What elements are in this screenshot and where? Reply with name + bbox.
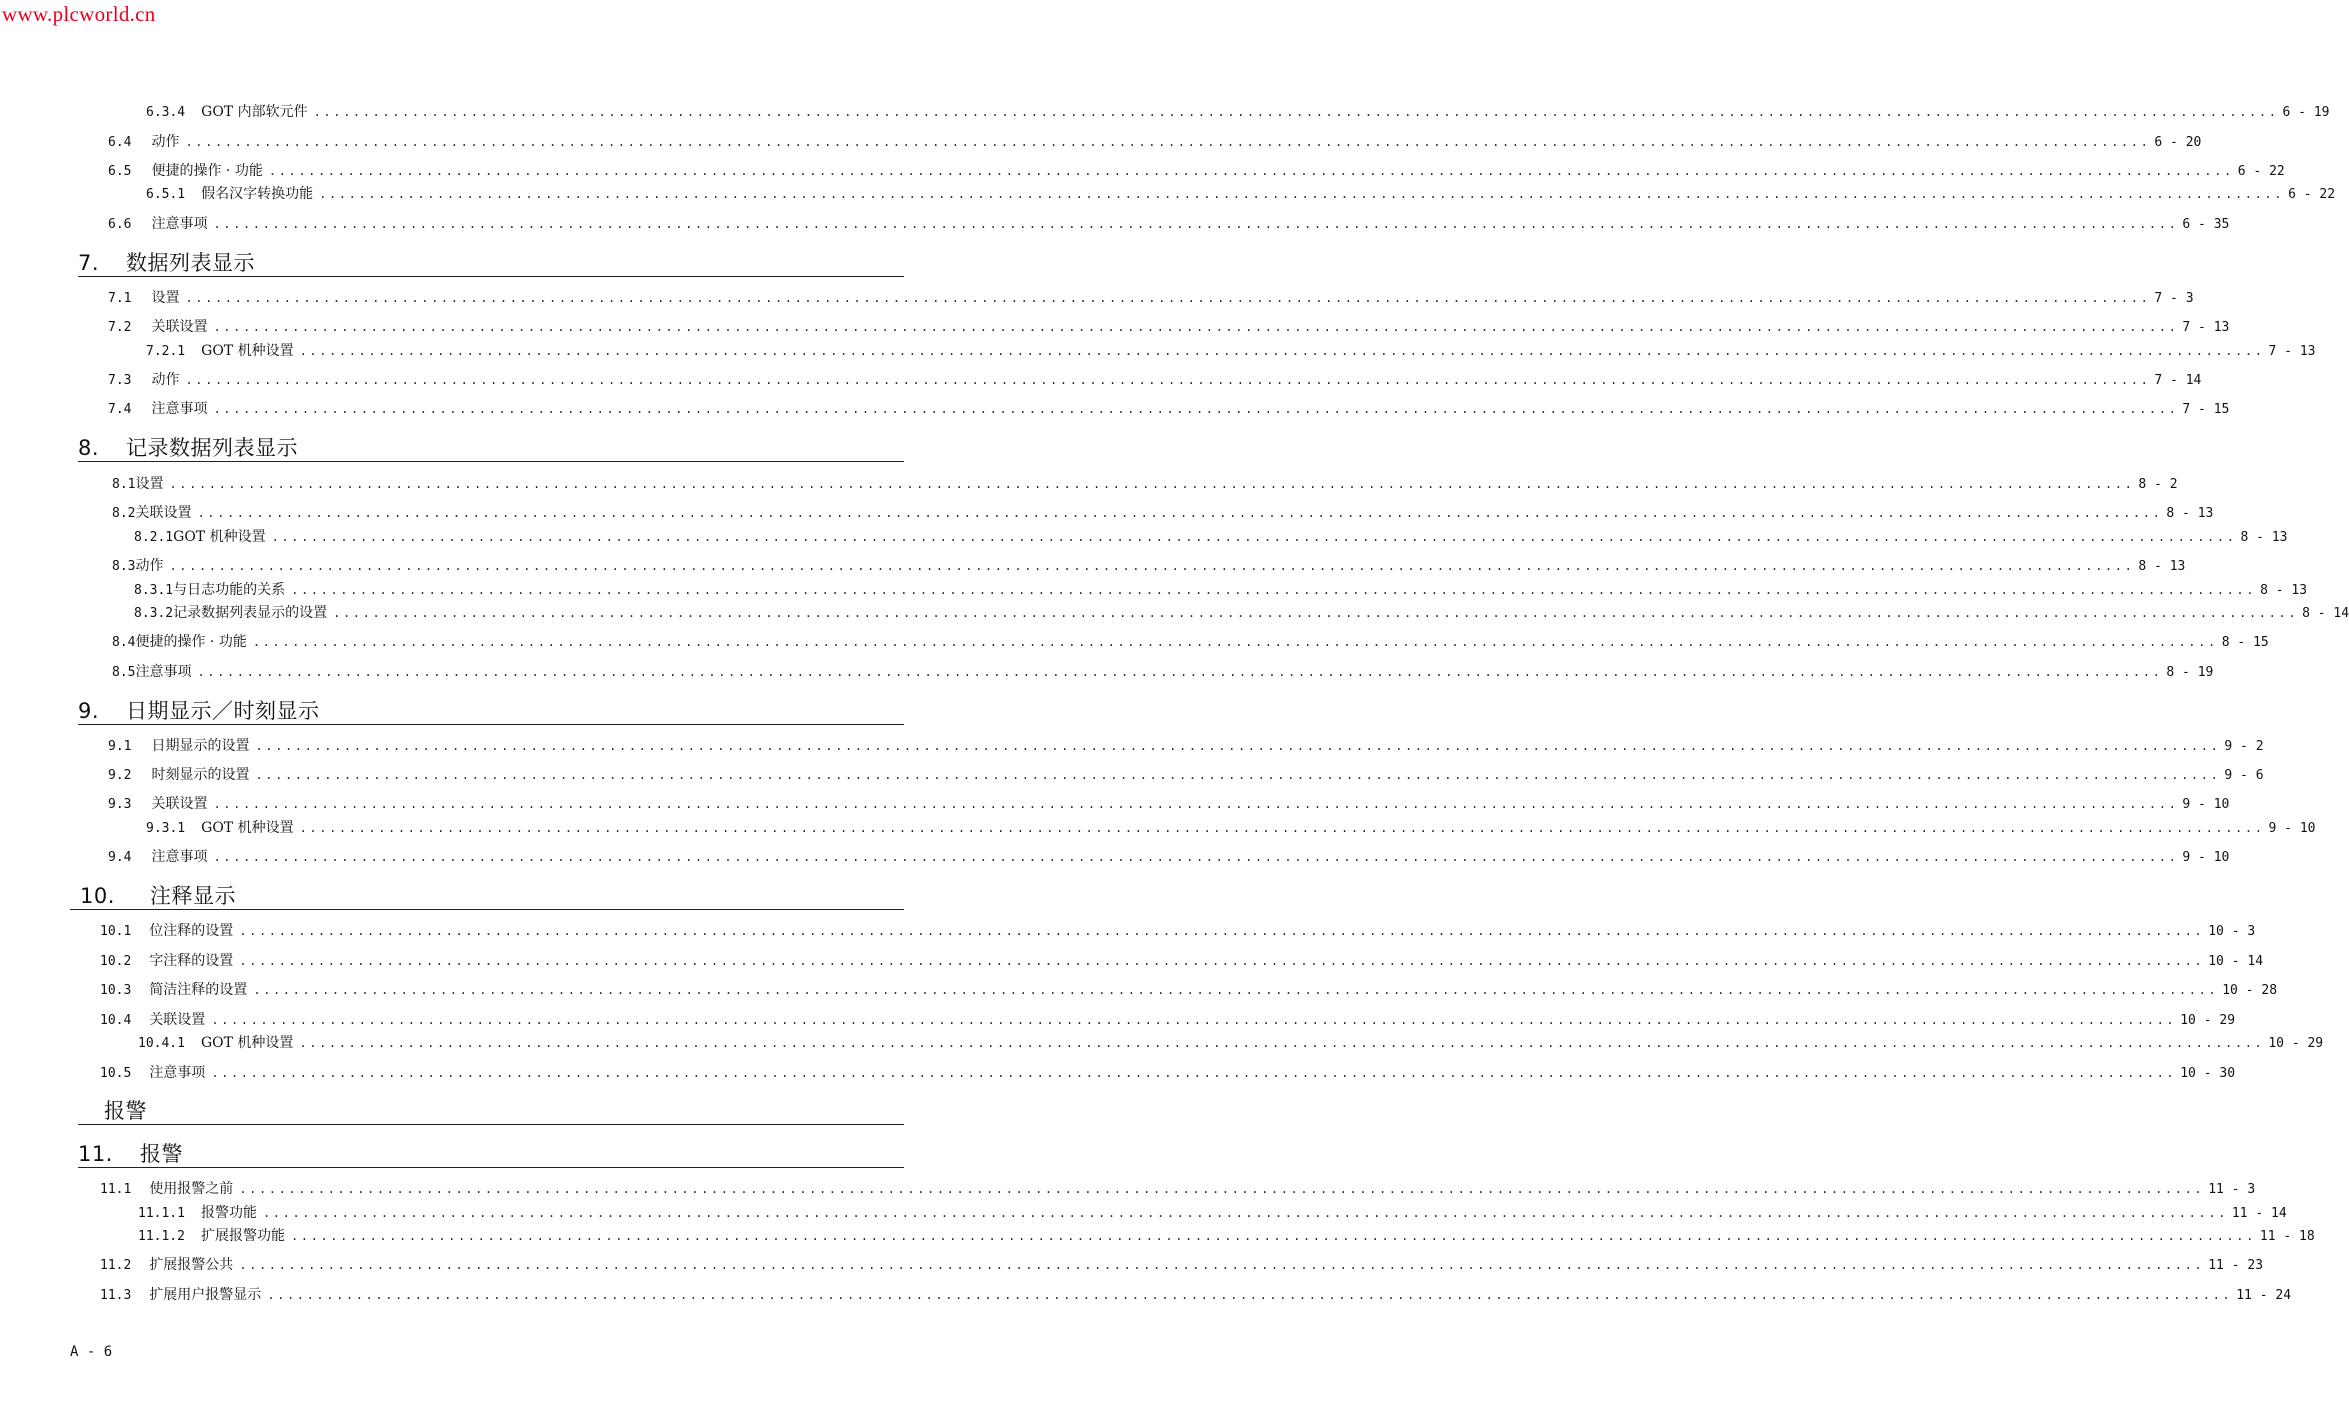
- leader-dots: ........................................................................................................................................................................................................: [262, 1206, 2228, 1220]
- leader-dots: ........................................................................................................................................................................................................: [299, 1036, 2265, 1050]
- toc-entry[interactable]: 9.1 日期显示的设置 ........................................................................................................................................................................................................ 9 - 2: [108, 738, 2264, 754]
- watermark-url: www.plcworld.cn: [2, 2, 156, 26]
- leader-dots: ........................................................................................................................................................................................................: [213, 402, 2179, 416]
- toc-entry[interactable]: 8.3.1 与日志功能的关系 ........................................................................................................................................................................................................ 8 - 13: [134, 582, 2308, 598]
- leader-dots: ........................................................................................................................................................................................................: [253, 983, 2219, 997]
- toc-entry[interactable]: 10.5 注意事项 ........................................................................................................................................................................................................ 10 - 30: [100, 1065, 2236, 1081]
- leader-dots: ........................................................................................................................................................................................................: [213, 850, 2179, 864]
- leader-dots: ........................................................................................................................................................................................................: [213, 797, 2179, 811]
- toc-entry[interactable]: 7.3 动作 ........................................................................................................................................................................................................ 7 - 14: [108, 372, 2202, 388]
- toc-entry[interactable]: 9.3 关联设置 ........................................................................................................................................................................................................ 9 - 10: [108, 796, 2230, 812]
- toc-entry[interactable]: 8.3 动作 ........................................................................................................................................................................................................ 8 - 13: [112, 558, 2186, 574]
- toc-entry[interactable]: 8.2 关联设置 ........................................................................................................................................................................................................ 8 - 13: [112, 505, 2214, 521]
- toc-entry[interactable]: 10.4.1 GOT 机种设置 ........................................................................................................................................................................................................ 10 - 29: [138, 1035, 2324, 1051]
- leader-dots: ........................................................................................................................................................................................................: [239, 1182, 2205, 1196]
- leader-dots: ........................................................................................................................................................................................................: [313, 105, 2279, 119]
- toc-entry[interactable]: 6.5.1 假名汉字转换功能 ........................................................................................................................................................................................................ 6 - 22: [146, 186, 2336, 202]
- chapter-heading-8[interactable]: 8. 记录数据列表显示: [78, 435, 904, 462]
- toc-entry[interactable]: 7.4 注意事项 ........................................................................................................................................................................................................ 7 - 15: [108, 401, 2230, 417]
- leader-dots: ........................................................................................................................................................................................................: [271, 530, 2237, 544]
- leader-dots: ........................................................................................................................................................................................................: [213, 217, 2179, 231]
- page-number: A - 6: [70, 1344, 113, 1360]
- toc-entry[interactable]: 11.3 扩展用户报警显示 ........................................................................................................................................................................................................ 11 - 24: [100, 1287, 2292, 1303]
- leader-dots: ........................................................................................................................................................................................................: [299, 821, 2265, 835]
- toc-entry[interactable]: 11.1.1 报警功能 ........................................................................................................................................................................................................ 11 - 14: [138, 1205, 2287, 1221]
- leader-dots: ........................................................................................................................................................................................................: [185, 291, 2151, 305]
- toc-entry[interactable]: 8.5 注意事项 ........................................................................................................................................................................................................ 8 - 19: [112, 664, 2214, 680]
- toc-entry[interactable]: 8.2.1 GOT 机种设置 ........................................................................................................................................................................................................ 8 - 13: [134, 529, 2288, 545]
- leader-dots: ........................................................................................................................................................................................................: [255, 768, 2221, 782]
- toc-entry[interactable]: 6.5 便捷的操作 · 功能 ........................................................................................................................................................................................................ 6 - 22: [108, 163, 2285, 179]
- toc-entry[interactable]: 6.3.4 GOT 内部软元件 ........................................................................................................................................................................................................ 6 - 19: [146, 104, 2330, 120]
- toc-entry[interactable]: 6.4 动作 ........................................................................................................................................................................................................ 6 - 20: [108, 134, 2202, 150]
- leader-dots: ........................................................................................................................................................................................................: [211, 1066, 2177, 1080]
- leader-dots: ........................................................................................................................................................................................................: [291, 583, 2257, 597]
- toc-entry[interactable]: 7.2 关联设置 ........................................................................................................................................................................................................ 7 - 13: [108, 319, 2230, 335]
- toc-entry[interactable]: 10.1 位注释的设置 ........................................................................................................................................................................................................ 10 - 3: [100, 923, 2256, 939]
- leader-dots: ........................................................................................................................................................................................................: [255, 739, 2221, 753]
- leader-dots: ........................................................................................................................................................................................................: [239, 1258, 2205, 1272]
- toc-entry[interactable]: 8.3.2 记录数据列表显示的设置 ........................................................................................................................................................................................................ 8 - 14: [134, 605, 2349, 621]
- toc-entry[interactable]: 10.4 关联设置 ........................................................................................................................................................................................................ 10 - 29: [100, 1012, 2236, 1028]
- toc-entry[interactable]: 9.4 注意事项 ........................................................................................................................................................................................................ 9 - 10: [108, 849, 2230, 865]
- leader-dots: ........................................................................................................................................................................................................: [169, 477, 2135, 491]
- toc-entry[interactable]: 7.2.1 GOT 机种设置 ........................................................................................................................................................................................................ 7 - 13: [146, 343, 2316, 359]
- toc-entry[interactable]: 8.1 设置 ........................................................................................................................................................................................................ 8 - 2: [112, 476, 2178, 492]
- leader-dots: ........................................................................................................................................................................................................: [319, 187, 2285, 201]
- leader-dots: ........................................................................................................................................................................................................: [197, 506, 2163, 520]
- leader-dots: ........................................................................................................................................................................................................: [197, 665, 2163, 679]
- leader-dots: ........................................................................................................................................................................................................: [333, 606, 2299, 620]
- leader-dots: ........................................................................................................................................................................................................: [185, 135, 2151, 149]
- toc-entry[interactable]: 7.1 设置 ........................................................................................................................................................................................................ 7 - 3: [108, 290, 2194, 306]
- leader-dots: ........................................................................................................................................................................................................: [169, 559, 2135, 573]
- toc-entry[interactable]: 10.3 简洁注释的设置 ........................................................................................................................................................................................................ 10 - 28: [100, 982, 2278, 998]
- leader-dots: ........................................................................................................................................................................................................: [239, 954, 2205, 968]
- leader-dots: ........................................................................................................................................................................................................: [268, 164, 2234, 178]
- leader-dots: ........................................................................................................................................................................................................: [239, 924, 2205, 938]
- section-label-alarm: 报警: [104, 1099, 147, 1123]
- chapter-heading-7[interactable]: 7. 数据列表显示: [78, 250, 904, 277]
- toc-entry[interactable]: 11.2 扩展报警公共 ........................................................................................................................................................................................................ 11 - 23: [100, 1257, 2264, 1273]
- leader-dots: ........................................................................................................................................................................................................: [211, 1013, 2177, 1027]
- chapter-heading-9[interactable]: 9. 日期显示／时刻显示: [78, 698, 904, 725]
- leader-dots: ........................................................................................................................................................................................................: [267, 1288, 2233, 1302]
- toc-entry[interactable]: 9.3.1 GOT 机种设置 ........................................................................................................................................................................................................ 9 - 10: [146, 820, 2316, 836]
- toc-entry[interactable]: 8.4 便捷的操作 · 功能 ........................................................................................................................................................................................................ 8 - 15: [112, 634, 2269, 650]
- chapter-heading-10[interactable]: 10. 注释显示: [70, 883, 904, 910]
- leader-dots: ........................................................................................................................................................................................................: [252, 635, 2218, 649]
- toc-entry[interactable]: 6.6 注意事项 ........................................................................................................................................................................................................ 6 - 35: [108, 216, 2230, 232]
- toc-entry[interactable]: 10.2 字注释的设置 ........................................................................................................................................................................................................ 10 - 14: [100, 953, 2264, 969]
- leader-dots: ........................................................................................................................................................................................................: [290, 1229, 2256, 1243]
- leader-dots: ........................................................................................................................................................................................................: [185, 373, 2151, 387]
- chapter-heading-11[interactable]: 11. 报警: [78, 1141, 904, 1168]
- toc-entry[interactable]: 11.1 使用报警之前 ........................................................................................................................................................................................................ 11 - 3: [100, 1181, 2256, 1197]
- toc-entry[interactable]: 11.1.2 扩展报警功能 ........................................................................................................................................................................................................ 11 - 18: [138, 1228, 2315, 1244]
- section-divider: [78, 1098, 904, 1125]
- leader-dots: ........................................................................................................................................................................................................: [299, 344, 2265, 358]
- leader-dots: ........................................................................................................................................................................................................: [213, 320, 2179, 334]
- toc-entry[interactable]: 9.2 时刻显示的设置 ........................................................................................................................................................................................................ 9 - 6: [108, 767, 2264, 783]
